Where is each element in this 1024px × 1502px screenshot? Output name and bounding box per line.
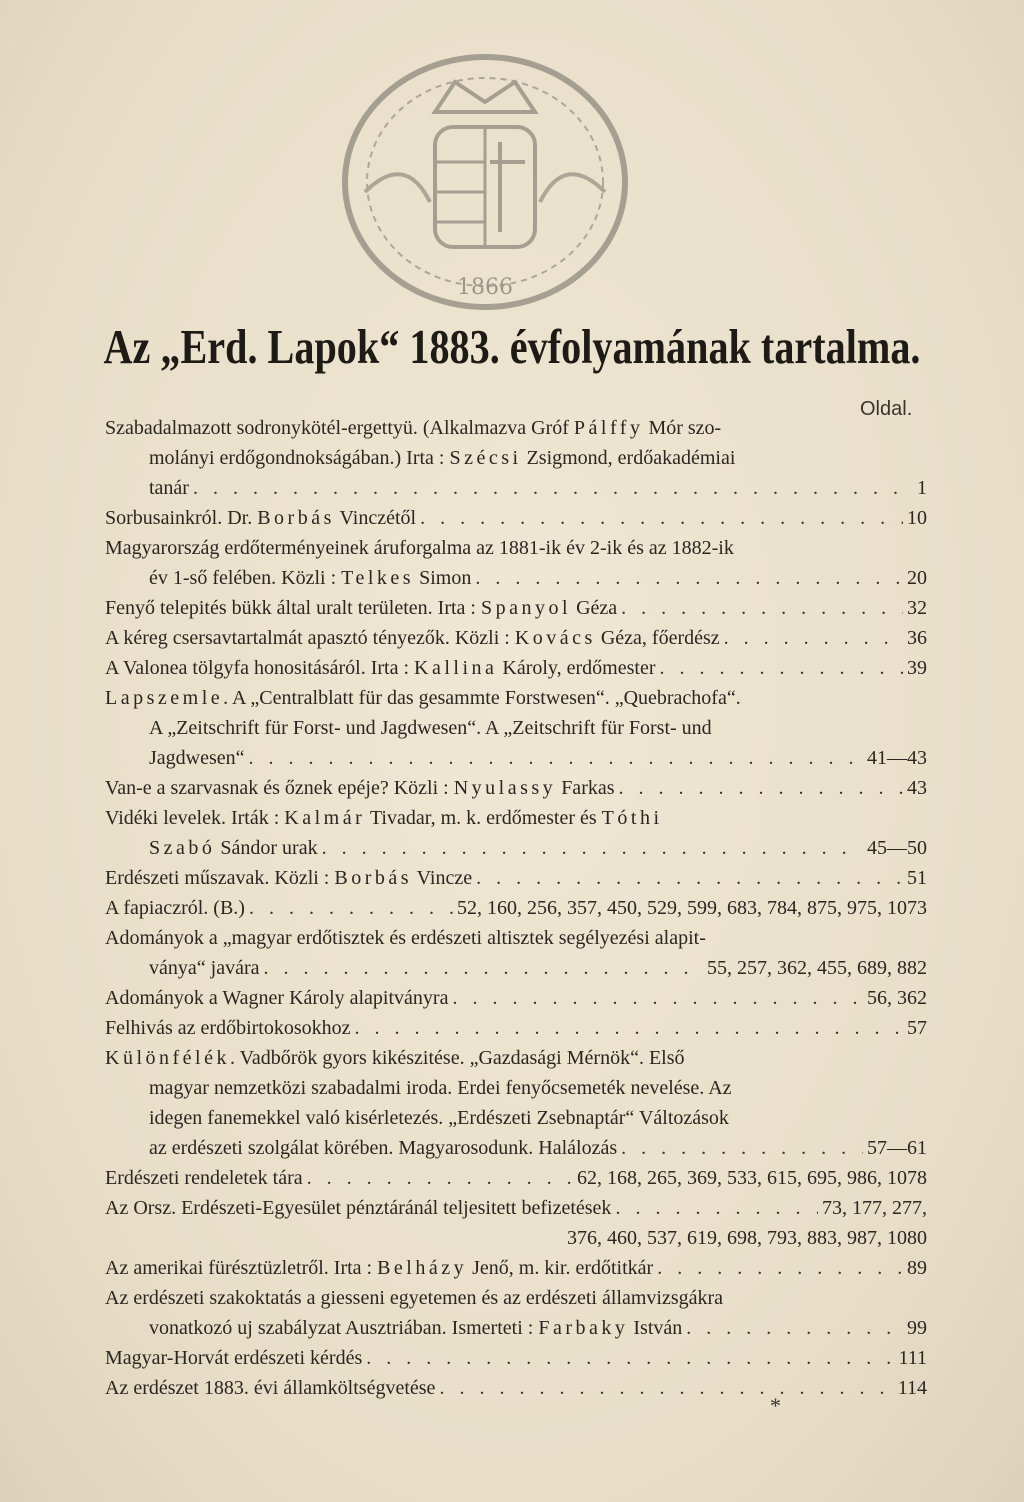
page-number: 73, 177, 277, [822,1197,927,1219]
page-number: 57 [907,1017,927,1039]
spaced-name: Szécsi [449,447,522,469]
toc-entry-text [149,443,735,473]
toc-line [105,953,927,983]
text-part: Magyarország erdőterményeinek áruforgalma az 1881-ik év 2-ik és az 1882-ik [105,537,734,559]
text-part: Mór szo- [643,417,722,439]
text-part: Van-e a szarvasnak és őznek epéje? Közli : [105,777,454,799]
text-part: Sándor urak [215,837,318,859]
toc-entry-text [105,1253,653,1283]
toc-entry-text [149,953,259,983]
text-part: Géza [571,597,618,619]
leader-dots [263,953,703,983]
library-stamp-icon [325,42,645,332]
toc-entry-text [105,413,721,443]
page-number: 10 [907,507,927,529]
text-part: Simon [414,567,472,589]
leader-dots [249,743,863,773]
spaced-name: Kallina [414,657,498,679]
text-part: Fenyő telepités bükk által uralt területen. Irta : [105,597,481,619]
toc-entry-text [105,773,615,803]
page-number: 52, 160, 256, 357, 450, 529, 599, 683, 784, 875, 975, 1073 [457,897,927,919]
toc-line [105,1253,927,1283]
text-part: az erdészeti szolgálat körében. Magyarosodunk. Halálozás [149,1137,618,1159]
page-number: 56, 362 [867,987,927,1009]
page-number: 376, 460, 537, 619, 698, 793, 883, 987, 1080 [567,1227,927,1249]
page-number: 99 [907,1317,927,1339]
page-number: 1 [917,477,927,499]
text-part: Az erdészet 1883. évi államköltségvetése [105,1377,436,1399]
leader-dots [439,1373,893,1403]
toc-entry-text [105,653,655,683]
toc-line [105,1283,927,1313]
spaced-name: Lapszemle [105,687,224,709]
page-number: 39 [907,657,927,679]
spaced-name: Különfélék [105,1047,230,1069]
text-part: magyar nemzetközi szabadalmi iroda. Erdei fenyőcsemeték nevelése. Az [149,1077,732,1099]
text-part: molányi erdőgondnokságában.) Irta : [149,447,450,469]
leader-dots [686,1313,903,1343]
spaced-name: Borbás [257,507,335,529]
toc-line [105,1313,927,1343]
toc-line [105,773,927,803]
end-mark: * [770,1393,781,1418]
spaced-name: Kalmár [284,807,366,829]
page-number: 55, 257, 362, 455, 689, 882 [707,957,927,979]
toc-line [105,1343,927,1373]
toc-line [105,863,927,893]
toc-line [105,1133,927,1163]
leader-dots [249,893,453,923]
spaced-name: Nyulassy [453,777,557,799]
toc-entry-text [105,983,448,1013]
toc-entry-text [149,833,318,863]
toc-line [105,623,927,653]
toc-entry-text [105,683,741,713]
leader-dots [322,833,863,863]
toc-line [105,503,927,533]
toc-entry-text [105,1343,362,1373]
text-part: A „Zeitschrift für Forst- und Jagdwesen“. A „Zeitschrift für Forst- und [149,717,712,739]
leader-dots [420,503,903,533]
page-number: 43 [907,777,927,799]
leader-dots [193,473,913,503]
toc-line [105,473,927,503]
leader-dots [621,1133,863,1163]
spaced-name: Farbaky [538,1317,629,1339]
text-part: Felhivás az erdőbirtokosokhoz [105,1017,351,1039]
text-part: Az amerikai fürésztüzletről. Irta : [105,1257,378,1279]
text-part: Vincze [412,867,473,889]
page-number: 111 [898,1347,927,1369]
toc-line [105,533,927,563]
text-part: ványa“ javára [149,957,260,979]
page-number: 62, 168, 265, 369, 533, 615, 695, 986, 1078 [577,1167,927,1189]
leader-dots [619,773,903,803]
text-part: Magyar-Horvát erdészeti kérdés [105,1347,363,1369]
text-part: Vidéki levelek. Irták : [105,807,285,829]
page-title: Az „Erd. Lapok“ 1883. évfolyamának tartalma. [103,319,921,374]
leader-dots [657,1253,903,1283]
text-part: Az erdészeti szakoktatás a giesseni egyetemen és az erdészeti államvizsgákra [105,1287,724,1309]
text-part: Az Orsz. Erdészeti-Egyesület pénztáránál teljesitett befizetések [105,1197,612,1219]
spaced-name: Belházy [377,1257,468,1279]
toc-entry-text [105,623,720,653]
text-part: Károly, erdőmester [497,657,656,679]
leader-dots [615,1193,818,1223]
spaced-name: Tóthi [601,807,663,829]
spaced-name: Spanyol [481,597,572,619]
leader-dots [475,563,903,593]
toc-line [105,683,927,713]
toc-entry-text [105,1283,723,1313]
toc-line [105,653,927,683]
page-number: 57—61 [867,1137,927,1159]
toc-line [105,563,927,593]
text-part: vonatkozó uj szabályzat Ausztriában. Ismerteti : [149,1317,539,1339]
toc-line [105,1013,927,1043]
toc-line [105,593,927,623]
page-number: 36 [907,627,927,649]
text-part: Tivadar, m. k. erdőmester és [365,807,602,829]
toc-entry-text [105,893,245,923]
page-number: 51 [907,867,927,889]
toc-entry-text [149,473,189,503]
text-part: A kéreg csersavtartalmát apasztó tényezők. Közli : [105,627,515,649]
toc-entry-text [105,503,416,533]
page-number: 32 [907,597,927,619]
toc-entry-text [105,1013,351,1043]
toc-line [105,1043,927,1073]
toc-entry-text [149,1313,682,1343]
toc-entry-text [149,1133,617,1163]
toc-line [105,1373,927,1403]
toc-line [105,413,927,443]
toc-entry-text [149,743,245,773]
text-part: Sorbusainkról. Dr. [105,507,258,529]
text-part: Erdészeti rendeletek tára [105,1167,303,1189]
text-part: Szabadalmazott sodronykötél-ergettyü. (Alkalmazva Gróf [105,417,574,439]
page-number: 114 [897,1377,927,1399]
text-part: . Vadbőrök gyors kikészitése. „Gazdasági Mérnök“. Első [229,1047,685,1069]
toc-entry-text [105,863,472,893]
toc-entry-text [105,1043,685,1073]
text-part: Géza, főerdész [595,627,720,649]
toc-line [105,803,927,833]
text-part: Jenő, m. kir. erdőtitkár [467,1257,654,1279]
toc-entry-text [105,803,663,833]
toc-entry-text [105,923,706,953]
text-part: A fapiaczról. (B.) [105,897,245,919]
text-part: . A „Centralblatt für das gesammte Forstwesen“. „Quebrachofa“. [223,687,741,709]
text-part: Jagdwesen“ [149,747,245,769]
toc-entry-text [149,1103,729,1133]
text-part: István [628,1317,683,1339]
toc-line [105,1073,927,1103]
text-part: Erdészeti műszavak. Közli : [105,867,335,889]
toc-line [105,923,927,953]
leader-dots [366,1343,894,1373]
text-part: Farkas [556,777,615,799]
text-part: év 1-ső felében. Közli : [149,567,342,589]
toc-line [105,443,927,473]
page-number: 89 [907,1257,927,1279]
toc-entry-text [149,563,471,593]
page-column-header: Oldal. [860,398,913,420]
leader-dots [659,653,903,683]
stamp-year-text: 1866 [457,275,513,300]
toc-entry-text [149,713,712,743]
leader-dots [307,1163,573,1193]
toc-entry-text [105,593,617,623]
page-number: 41—43 [867,747,927,769]
text-part: A Valonea tölgyfa honositásáról. Irta : [105,657,415,679]
text-part: Zsigmond, erdőakadémiai [521,447,736,469]
toc-entry-text [105,1163,303,1193]
spaced-name: Kovács [514,627,596,649]
leader-dots [476,863,903,893]
toc-line [105,743,927,773]
toc-line [105,983,927,1013]
toc-line [105,833,927,863]
toc-entry-text [105,1193,611,1223]
page-number: 20 [907,567,927,589]
toc-entry-text [105,533,734,563]
text-part: idegen fanemekkel való kisérletezés. „Erdészeti Zsebnaptár“ Változások [149,1107,729,1129]
leader-dots [355,1013,904,1043]
spaced-name: Szabó [149,837,216,859]
toc-line [105,1223,927,1253]
leader-dots [724,623,903,653]
toc-entry-text [105,1373,435,1403]
spaced-name: Telkes [341,567,415,589]
toc-line [105,1103,927,1133]
text-part: Adományok a Wagner Károly alapitványra [105,987,449,1009]
text-part: Adományok a „magyar erdőtisztek és erdészeti altisztek segélyezési alapit- [105,927,706,949]
text-part: tanár [149,477,189,499]
toc-entry-text [149,1073,732,1103]
spaced-name: Borbás [334,867,413,889]
leader-dots [452,983,863,1013]
table-of-contents [105,413,927,1403]
text-part: Vinczétől [334,507,417,529]
toc-line [105,713,927,743]
spaced-name: Pálffy [573,417,644,439]
leader-dots [621,593,903,623]
toc-line [105,1163,927,1193]
toc-line [105,1193,927,1223]
toc-line [105,893,927,923]
page-number: 45—50 [867,837,927,859]
